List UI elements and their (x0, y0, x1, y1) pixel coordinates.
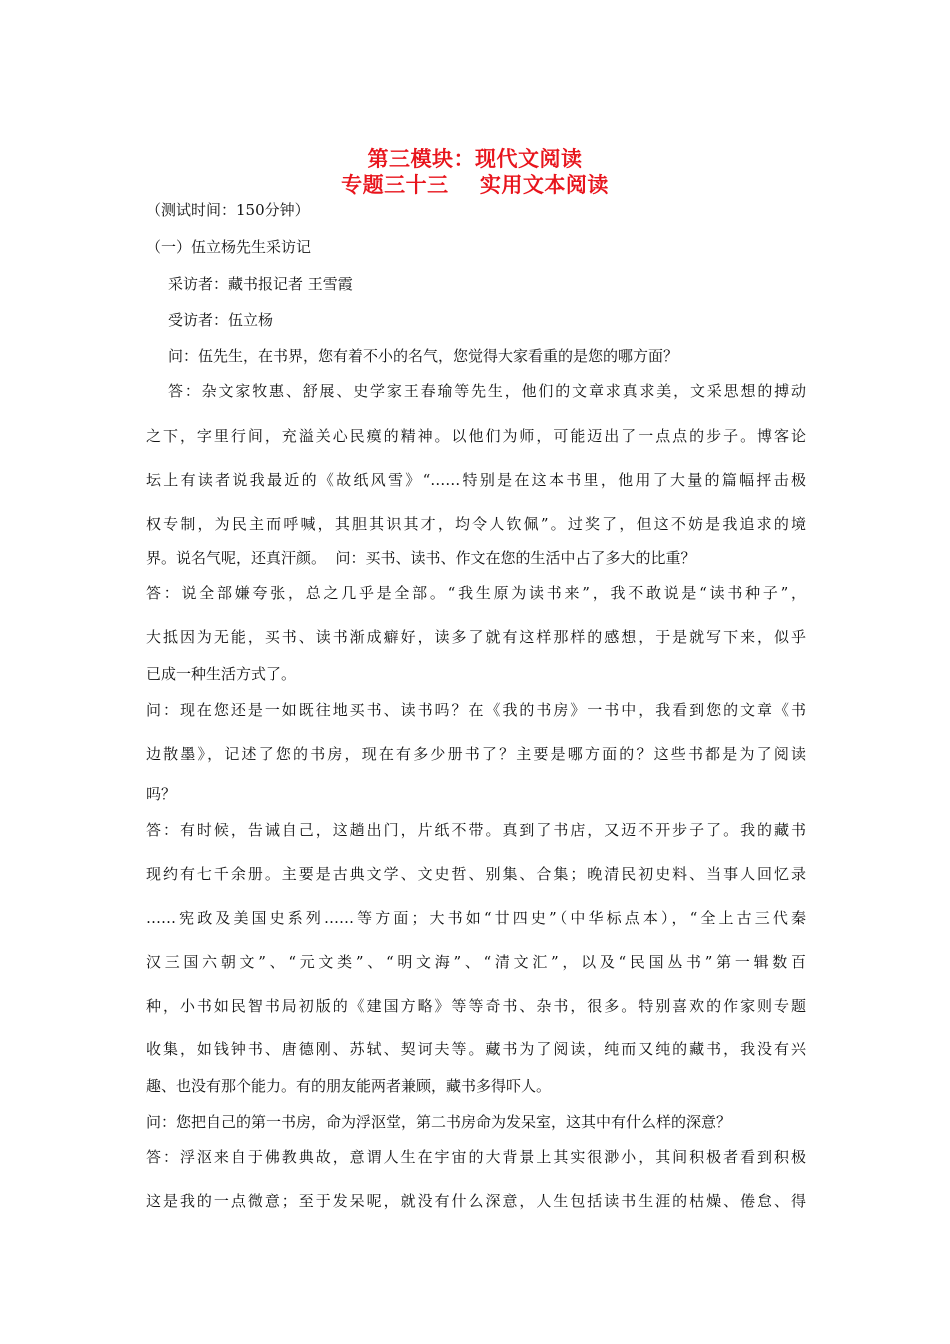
title-block (0, 146, 950, 198)
paragraph-line: 吗？ (146, 785, 177, 803)
paragraph-line: 之下，字里行间，充溢关心民瘼的精神。以他们为师，可能迈出了一点点的步子。博客论 (146, 427, 806, 445)
paragraph-line: 大抵因为无能，买书、读书渐成癖好，读多了就有这样那样的感想，于是就写下来，似乎 (146, 628, 806, 646)
paragraph-line: 坛上有读者说我最近的《故纸风雪》“……特别是在这本书里，他用了大量的篇幅抨击极 (146, 471, 806, 489)
paragraph-line: 答：有时候，告诫自己，这趟出门，片纸不带。真到了书店，又迈不开步子了。我的藏书 (146, 821, 806, 839)
paragraph-line: 界。说名气呢，还真汗颜。 问：买书、读书、作文在您的生活中占了多大的比重？ (146, 549, 696, 567)
paragraph-line: 问：现在您还是一如既往地买书、读书吗？在《我的书房》一书中，我看到您的文章《书 (146, 701, 806, 719)
section-title: （一）伍立杨先生采访记 (146, 238, 312, 256)
paragraph-line: ……宪政及美国史系列……等方面；大书如“廿四史”（中华标点本），“全上古三代秦 (146, 909, 806, 927)
paragraph-line: 答：杂文家牧惠、舒展、史学家王春瑜等先生，他们的文章求真求美，文采思想的搏动 (168, 382, 806, 400)
paragraph-line: 收集，如钱钟书、唐德刚、苏轼、契诃夫等。藏书为了阅读，纯而又纯的藏书，我没有兴 (146, 1040, 806, 1058)
interviewee-line: 受访者：伍立杨 (168, 311, 274, 329)
paragraph-line: 趣、也没有那个能力。有的朋友能两者兼顾，藏书多得吓人。 (146, 1077, 552, 1095)
interviewer-line: 采访者：藏书报记者 王雪霞 (168, 275, 353, 293)
paragraph-line: 这是我的一点微意；至于发呆呢，就没有什么深意，人生包括读书生涯的枯燥、倦怠、得 (146, 1192, 806, 1210)
paragraph-line: 种，小书如民智书局初版的《建国方略》等等奇书、杂书，很多。特别喜欢的作家则专题 (146, 997, 806, 1015)
paragraph-line: 汉三国六朝文”、“元文类”、“明文海”、“清文汇”，以及“民国丛书”第一辑数百 (146, 953, 806, 971)
topic-title: 专题三十三 实用文本阅读 (341, 173, 609, 197)
paragraph-line: 问：您把自己的第一书房，命为浮沤堂，第二书房命为发呆室，这其中有什么样的深意？ (146, 1113, 732, 1131)
paragraph-line: 权专制，为民主而呼喊，其胆其识其才，均令人钦佩”。过奖了，但这不妨是我追求的境 (146, 515, 806, 533)
paragraph-line: 答：浮沤来自于佛教典故，意谓人生在宇宙的大背景上其实很渺小，其间积极者看到积极 (146, 1148, 806, 1166)
module-title: 第三模块：现代文阅读 (367, 147, 583, 171)
paragraph-line: 问：伍先生，在书界，您有着不小的名气，您觉得大家看重的是您的哪方面？ (168, 347, 679, 365)
paragraph-line: 已成一种生活方式了。 (146, 665, 297, 683)
test-time: （测试时间：150分钟） (146, 201, 310, 219)
paragraph-line: 答：说全部嫌夸张，总之几乎是全部。“我生原为读书来”，我不敢说是“读书种子”， (146, 584, 806, 602)
paragraph-line: 现约有七千余册。主要是古典文学、文史哲、别集、合集；晚清民初史料、当事人回忆录 (146, 865, 806, 883)
paragraph-line: 边散墨》，记述了您的书房，现在有多少册书了？主要是哪方面的？这些书都是为了阅读 (146, 745, 806, 763)
